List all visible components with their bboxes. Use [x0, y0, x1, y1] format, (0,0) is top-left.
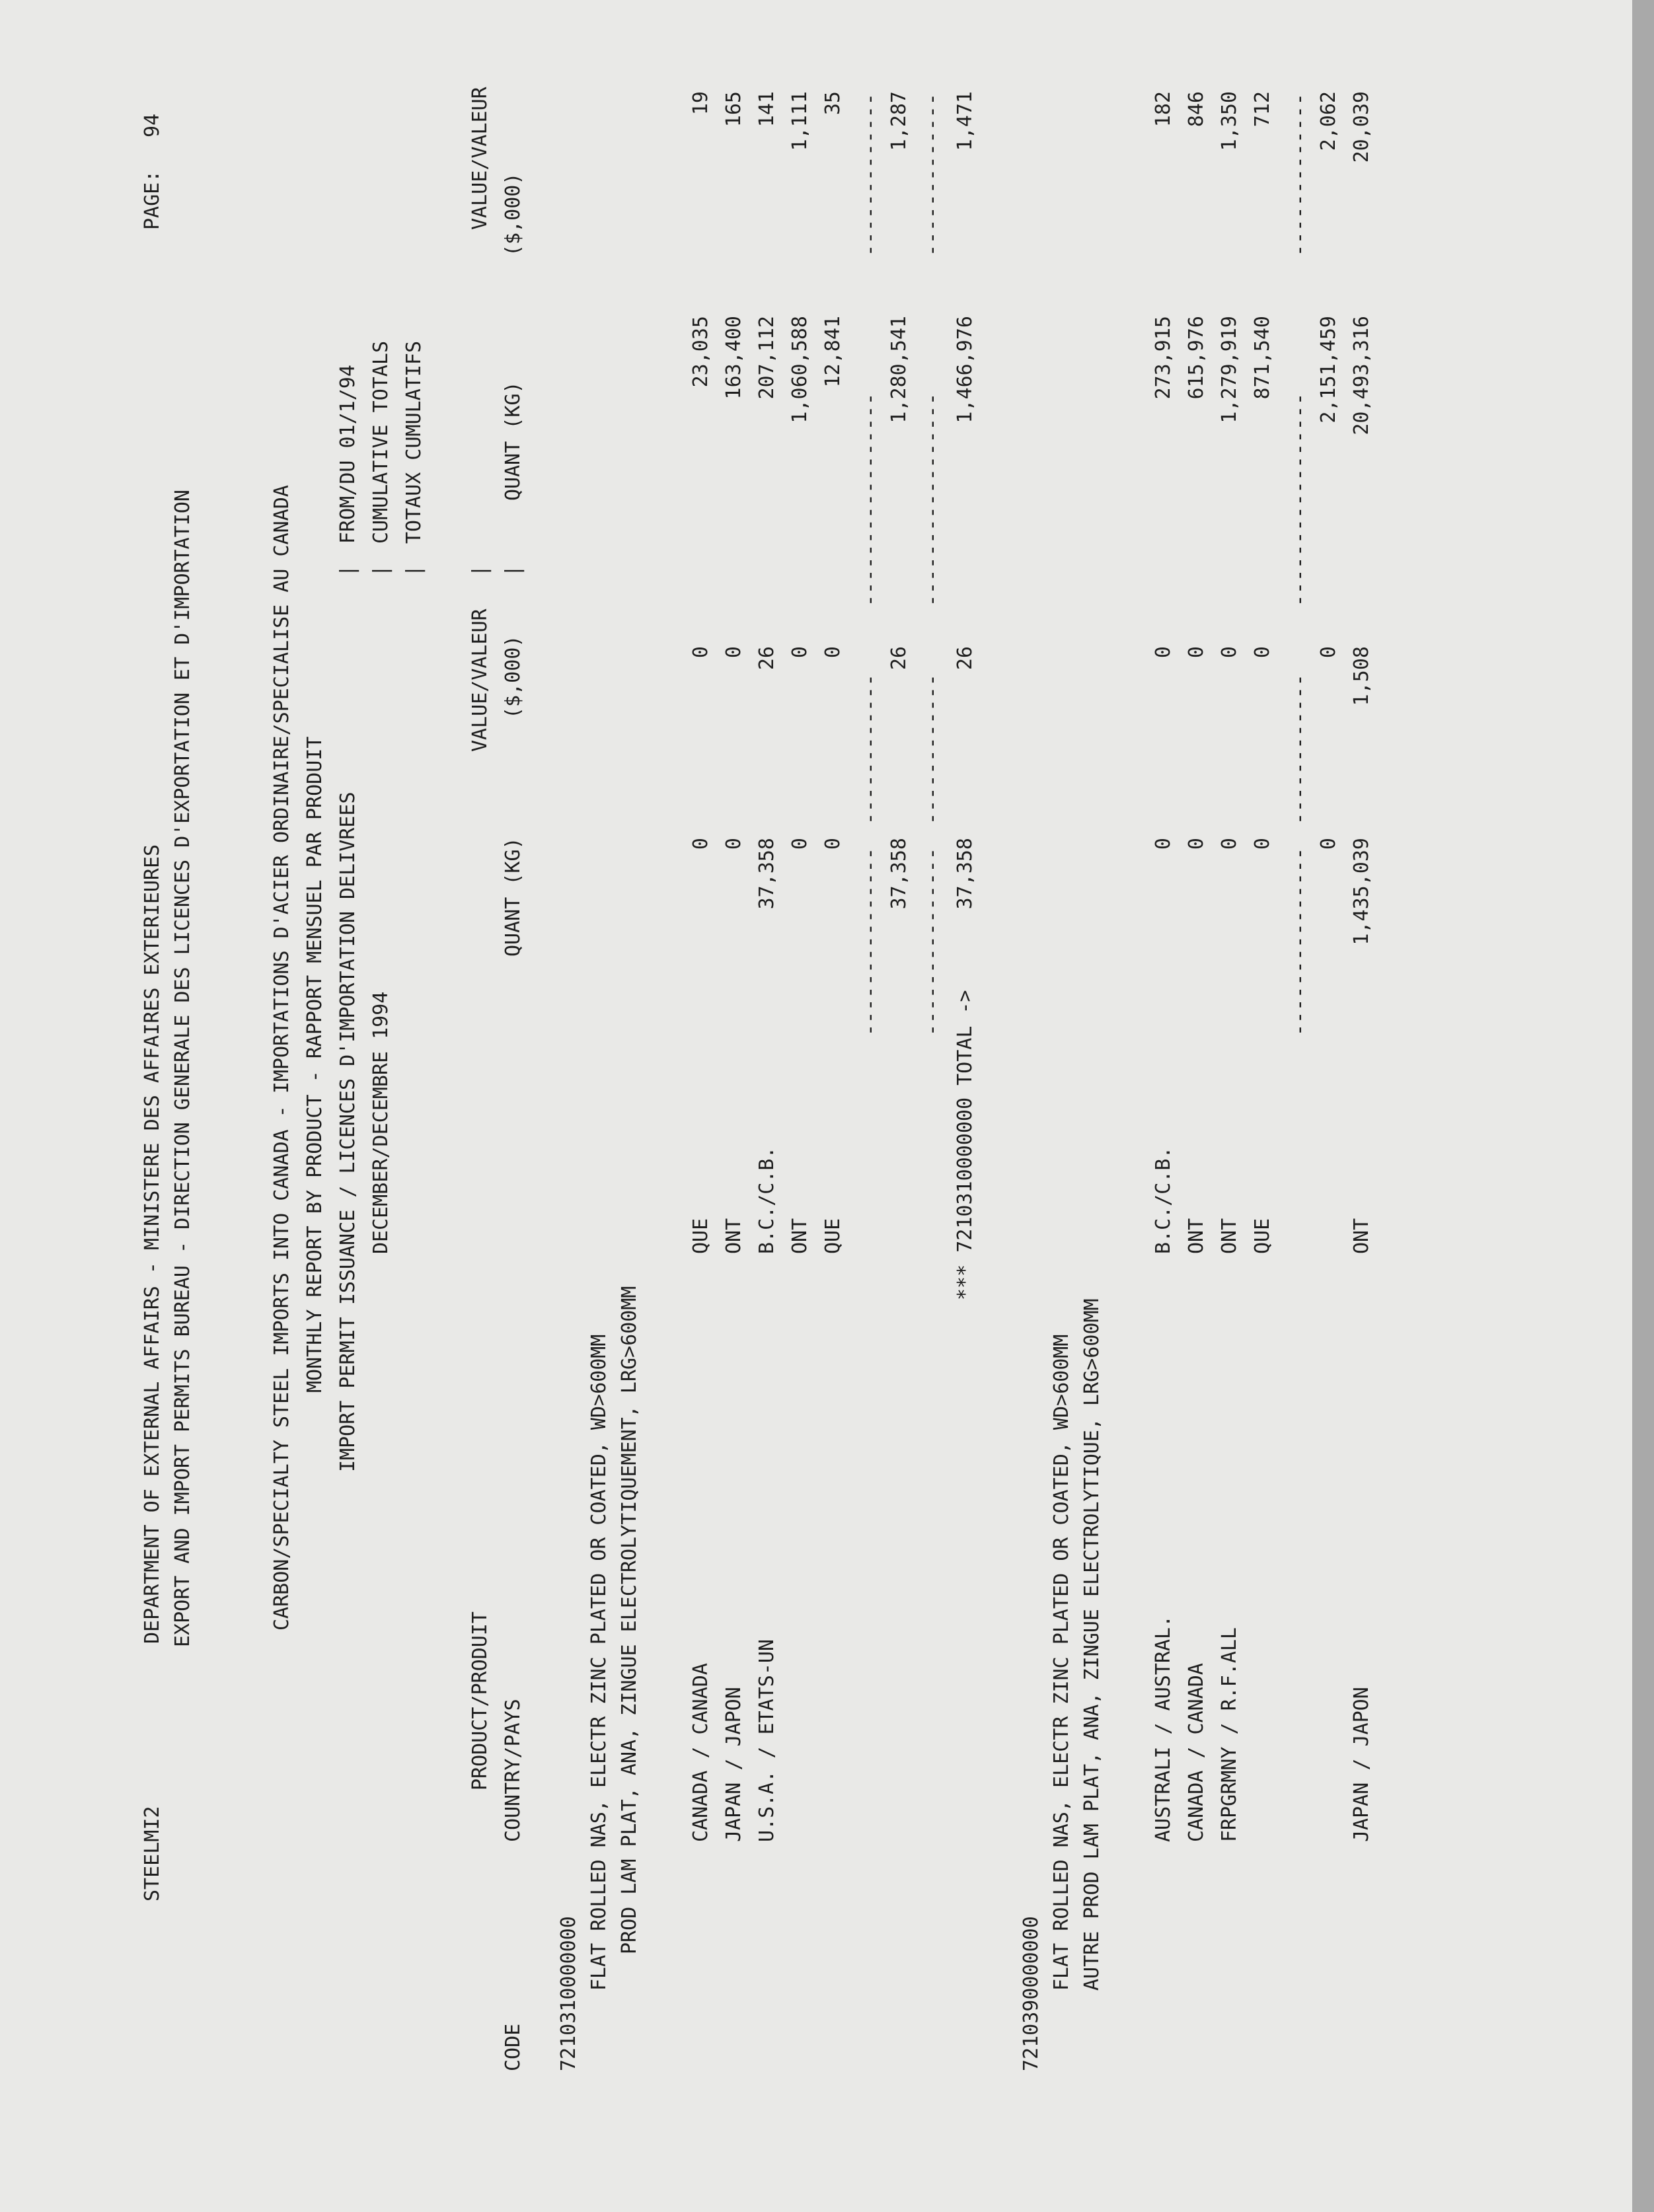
- cum-value: 35: [821, 91, 845, 116]
- value: 1,508: [1350, 646, 1373, 706]
- cum-quant: 20,493,316: [1350, 316, 1373, 435]
- divider: ------------: [1288, 673, 1311, 825]
- value: 0: [722, 646, 745, 659]
- province: ONT: [1185, 1218, 1208, 1254]
- value: 0: [1152, 646, 1175, 659]
- section-1-desc-en: [584, 0, 615, 2212]
- quant: 0: [821, 838, 845, 850]
- title-line-4: [366, 0, 396, 2212]
- cum-quant: 23,035: [689, 316, 712, 388]
- product-desc-fr: PROD LAM PLAT, ANA, ZINGUE ELECTROLYTIQUEMENT, LRG>600MM: [618, 1286, 641, 1954]
- quant: 0: [1185, 838, 1208, 850]
- value: 0: [821, 646, 845, 659]
- total-row: [950, 0, 981, 2212]
- dept-line: DEPARTMENT OF EXTERNAL AFFAIRS - MINISTERE DES AFFAIRES EXTERIEURES: [141, 844, 164, 1644]
- divider: -------------: [921, 92, 944, 256]
- divider: -----------------: [1288, 392, 1311, 607]
- column-header-2: [498, 0, 529, 2212]
- subtotal-value: 26: [887, 646, 911, 671]
- province: ONT: [788, 1218, 811, 1254]
- value: 0: [1251, 646, 1274, 659]
- table-row: [818, 0, 848, 2212]
- cum-totaux: TOTAUX CUMULATIFS: [402, 340, 426, 544]
- quant: 37,358: [755, 838, 778, 910]
- cum-value: 19: [689, 91, 712, 116]
- cum-quant: 273,915: [1152, 316, 1175, 400]
- quant: 0: [689, 838, 712, 850]
- total-quant: 37,358: [954, 838, 977, 910]
- divider: -------------: [858, 92, 882, 256]
- title-line-1: [267, 0, 297, 2212]
- hs-code: 7210390000000: [1020, 1916, 1043, 2071]
- divider: -------------: [1288, 92, 1311, 256]
- cum-totals: CUMULATIVE TOTALS: [369, 340, 393, 544]
- quant: 0: [1251, 838, 1274, 850]
- subtotal-cum-quant: 2,151,459: [1317, 316, 1340, 424]
- page-label: PAGE:: [141, 170, 164, 230]
- quant-header: QUANT (KG): [502, 837, 525, 957]
- cum-value: 141: [755, 91, 778, 128]
- product-desc-fr: AUTRE PROD LAM PLAT, ANA, ZINGUE ELECTROLYTIQUE, LRG>600MM: [1080, 1298, 1104, 1991]
- country: FRPGRMNY / R.F.ALL: [1218, 1627, 1241, 1842]
- subtotal-cum-quant: 1,280,541: [887, 316, 911, 424]
- value: 26: [755, 646, 778, 671]
- title-line-3: [333, 0, 363, 2212]
- cum-quant: 1,279,919: [1218, 316, 1241, 424]
- cum-value: 1,350: [1218, 91, 1241, 151]
- country: U.S.A. / ETATS-UN: [755, 1639, 778, 1842]
- value: 0: [788, 646, 811, 659]
- province: ONT: [1218, 1218, 1241, 1254]
- quant: 0: [1218, 838, 1241, 850]
- country: CANADA / CANADA: [689, 1663, 712, 1842]
- table-row: [785, 0, 815, 2212]
- value: 0: [1185, 646, 1208, 659]
- province: QUE: [1251, 1218, 1274, 1254]
- quant: 0: [722, 838, 745, 850]
- divider-row: [855, 0, 885, 2212]
- page-number: 94: [141, 113, 164, 137]
- product-header: PRODUCT/PRODUIT: [469, 1611, 492, 1790]
- table-row: [1148, 0, 1179, 2212]
- value: 0: [1218, 646, 1241, 659]
- cum-value: 165: [722, 91, 745, 128]
- header-line-2: [168, 0, 198, 2212]
- col-divider: |: [502, 564, 525, 577]
- divider: ------------: [858, 673, 882, 825]
- quant: 0: [1152, 838, 1175, 850]
- total-cum-quant: 1,466,976: [954, 316, 977, 424]
- code-header: CODE: [502, 2023, 525, 2071]
- table-row: [1248, 0, 1278, 2212]
- country-header: COUNTRY/PAYS: [502, 1699, 525, 1842]
- cum-value-header: VALUE/VALEUR: [469, 87, 492, 230]
- header-line-1: [137, 0, 168, 2212]
- subtotal-quant: 37,358: [887, 838, 911, 910]
- subtotal-row: [884, 0, 915, 2212]
- table-row: [1347, 0, 1377, 2212]
- province: B.C./C.B.: [755, 1146, 778, 1254]
- table-row: [752, 0, 782, 2212]
- divider: ------------: [921, 673, 944, 825]
- col-divider: |: [336, 564, 359, 577]
- value-header: VALUE/VALEUR: [469, 608, 492, 752]
- report-subtitle: MONTHLY REPORT BY PRODUCT - RAPPORT MENSUEL PAR PRODUIT: [303, 736, 326, 1393]
- subtotal-cum-value: 1,287: [887, 91, 911, 151]
- cum-from: FROM/DU 01/1/94: [336, 365, 359, 544]
- bureau-line: EXPORT AND IMPORT PERMITS BUREAU - DIRECTION GENERALE DES LICENCES D'EXPORTATION ET D'IMPORTATION: [171, 490, 194, 1647]
- divider-row: [1285, 0, 1315, 2212]
- quant: 1,435,039: [1350, 838, 1373, 945]
- report-id: STEELMI2: [141, 1806, 164, 1901]
- cum-quant: 12,841: [821, 316, 845, 388]
- table-row: [686, 0, 716, 2212]
- subtotal-quant: 0: [1317, 838, 1340, 850]
- cum-value: 712: [1251, 91, 1274, 128]
- column-header-1: [465, 0, 496, 2212]
- title-line-2: [300, 0, 330, 2212]
- divider: ---------------: [1288, 847, 1311, 1036]
- title-line-5: [399, 0, 430, 2212]
- subtotal-row: [1314, 0, 1344, 2212]
- product-desc-en: FLAT ROLLED NAS, ELECTR ZINC PLATED OR COATED, WD>600MM: [1050, 1334, 1073, 1991]
- report-title: CARBON/SPECIALTY STEEL IMPORTS INTO CANADA - IMPORTATIONS D'ACIER ORDINAIRE/SPECIALISE AU CANADA: [270, 485, 293, 1631]
- value-units: ($,000): [502, 635, 525, 719]
- cum-quant: 207,112: [755, 316, 778, 400]
- table-row: [719, 0, 749, 2212]
- cum-value: 846: [1185, 91, 1208, 128]
- country: JAPAN / JAPON: [722, 1687, 745, 1842]
- total-value: 26: [954, 646, 977, 671]
- section-1-desc-fr: [615, 0, 645, 2212]
- country: JAPAN / JAPON: [1350, 1687, 1373, 1842]
- col-divider: |: [402, 564, 426, 577]
- cum-quant: 163,400: [722, 316, 745, 400]
- permit-line: IMPORT PERMIT ISSUANCE / LICENCES D'IMPORTATION DELIVREES: [336, 792, 359, 1472]
- hs-code: 7210310000000: [557, 1916, 580, 2071]
- divider: -----------------: [858, 392, 882, 607]
- cum-quant: 1,060,588: [788, 316, 811, 424]
- divider-row: [917, 0, 948, 2212]
- report-period: DECEMBER/DECEMBRE 1994: [369, 991, 393, 1254]
- cum-value: 20,039: [1350, 91, 1373, 163]
- value: 0: [689, 646, 712, 659]
- cum-value: 1,111: [788, 91, 811, 151]
- divider: ---------------: [858, 847, 882, 1036]
- section-1-code-line: [554, 0, 584, 2212]
- total-cum-value: 1,471: [954, 91, 977, 151]
- quant: 0: [788, 838, 811, 850]
- total-label: *** 7210310000000 TOTAL ->: [954, 990, 977, 1300]
- product-desc-en: FLAT ROLLED NAS, ELECTR ZINC PLATED OR COATED, WD>600MM: [587, 1334, 611, 1991]
- col-divider: |: [469, 564, 492, 577]
- cum-quant: 871,540: [1251, 316, 1274, 400]
- province: QUE: [821, 1218, 845, 1254]
- table-row: [1182, 0, 1212, 2212]
- section-2-desc-en: [1047, 0, 1077, 2212]
- table-row: [1215, 0, 1245, 2212]
- cum-value-units: ($,000): [502, 172, 525, 256]
- province: ONT: [722, 1218, 745, 1254]
- subtotal-value: 0: [1317, 646, 1340, 659]
- cum-quant: 615,976: [1185, 316, 1208, 400]
- divider: -----------------: [921, 392, 944, 607]
- divider: ---------------: [921, 847, 944, 1036]
- country: CANADA / CANADA: [1185, 1663, 1208, 1842]
- cum-value: 182: [1152, 91, 1175, 128]
- subtotal-cum-value: 2,062: [1317, 91, 1340, 151]
- section-2-code-line: [1016, 0, 1047, 2212]
- col-divider: |: [369, 564, 393, 577]
- country: AUSTRALI / AUSTRAL.: [1152, 1615, 1175, 1842]
- section-2-desc-fr: [1077, 0, 1108, 2212]
- cum-quant-header: QUANT (KG): [502, 381, 525, 501]
- province: QUE: [689, 1218, 712, 1254]
- province: ONT: [1350, 1218, 1373, 1254]
- province: B.C./C.B.: [1152, 1146, 1175, 1254]
